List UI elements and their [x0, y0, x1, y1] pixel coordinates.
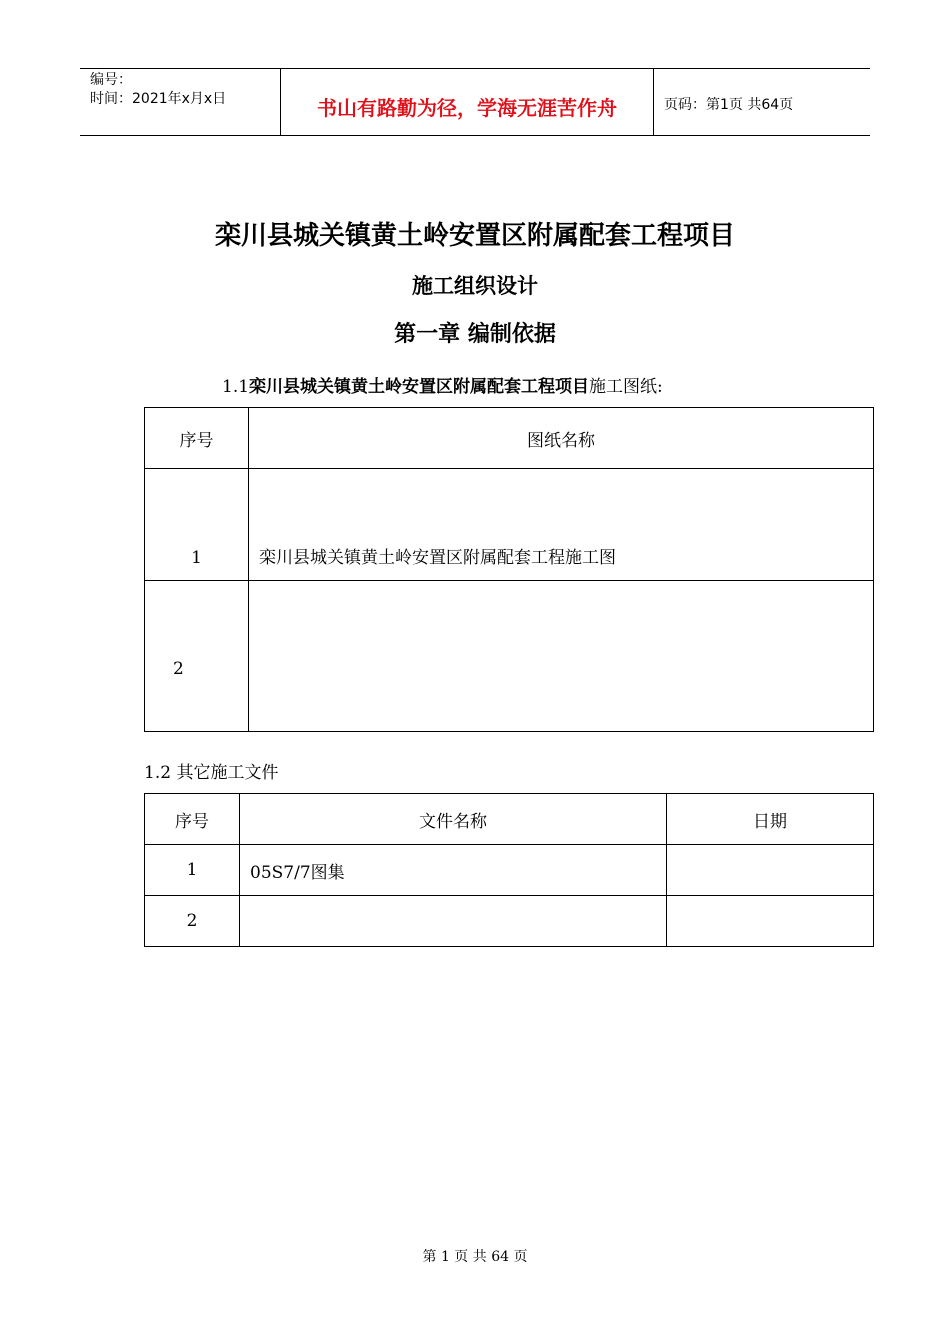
drawings-table [144, 407, 874, 732]
section-1-project-name: 栾川县城关镇黄土岭安置区附属配套工程项目 [249, 377, 590, 397]
table-row [145, 581, 874, 732]
cell-file-name: 05S7/7图集 [240, 845, 667, 896]
table-header-row [145, 794, 874, 845]
section-1-suffix: 施工图纸: [589, 377, 663, 397]
header-cell-no: 序号 [145, 794, 240, 845]
table-row [145, 845, 874, 896]
header-cell-file-name: 文件名称 [240, 794, 667, 845]
cell-no: 2 [145, 581, 249, 732]
cell-no: 1 [145, 469, 249, 581]
page-footer: 第 1 页 共 64 页 [422, 1249, 528, 1265]
header-motto: 书山有路勤为径，学海无涯苦作舟 [281, 69, 654, 135]
subtitle: 施工组织设计 [412, 273, 538, 298]
table-row [145, 469, 874, 581]
cell-drawing-name [249, 581, 874, 732]
document-number-label: 编号： [90, 72, 132, 88]
header-cell-no: 序号 [145, 408, 249, 469]
main-title: 栾川县城关镇黄土岭安置区附属配套工程项目 [214, 221, 735, 251]
cell-no: 1 [145, 845, 240, 896]
document-header [80, 68, 870, 136]
documents-table [144, 793, 874, 947]
cell-date [667, 845, 874, 896]
section-1-heading [222, 372, 663, 397]
header-cell-date: 日期 [667, 794, 874, 845]
header-cell-drawing-name: 图纸名称 [249, 408, 874, 469]
section-1-prefix: 1.1 [222, 377, 250, 397]
cell-no: 2 [145, 896, 240, 947]
header-meta [80, 69, 281, 135]
table-row [145, 896, 874, 947]
cell-file-name [240, 896, 667, 947]
chapter-title: 第一章 编制依据 [394, 321, 556, 347]
cell-date [667, 896, 874, 947]
header-page-info: 页码：第1页 共64页 [664, 97, 794, 113]
section-2-heading: 1.2 其它施工文件 [144, 763, 279, 783]
document-time-label: 时间：2021年x月x日 [90, 91, 227, 107]
table-header-row [145, 408, 874, 469]
cell-drawing-name: 栾川县城关镇黄土岭安置区附属配套工程施工图 [249, 469, 874, 581]
